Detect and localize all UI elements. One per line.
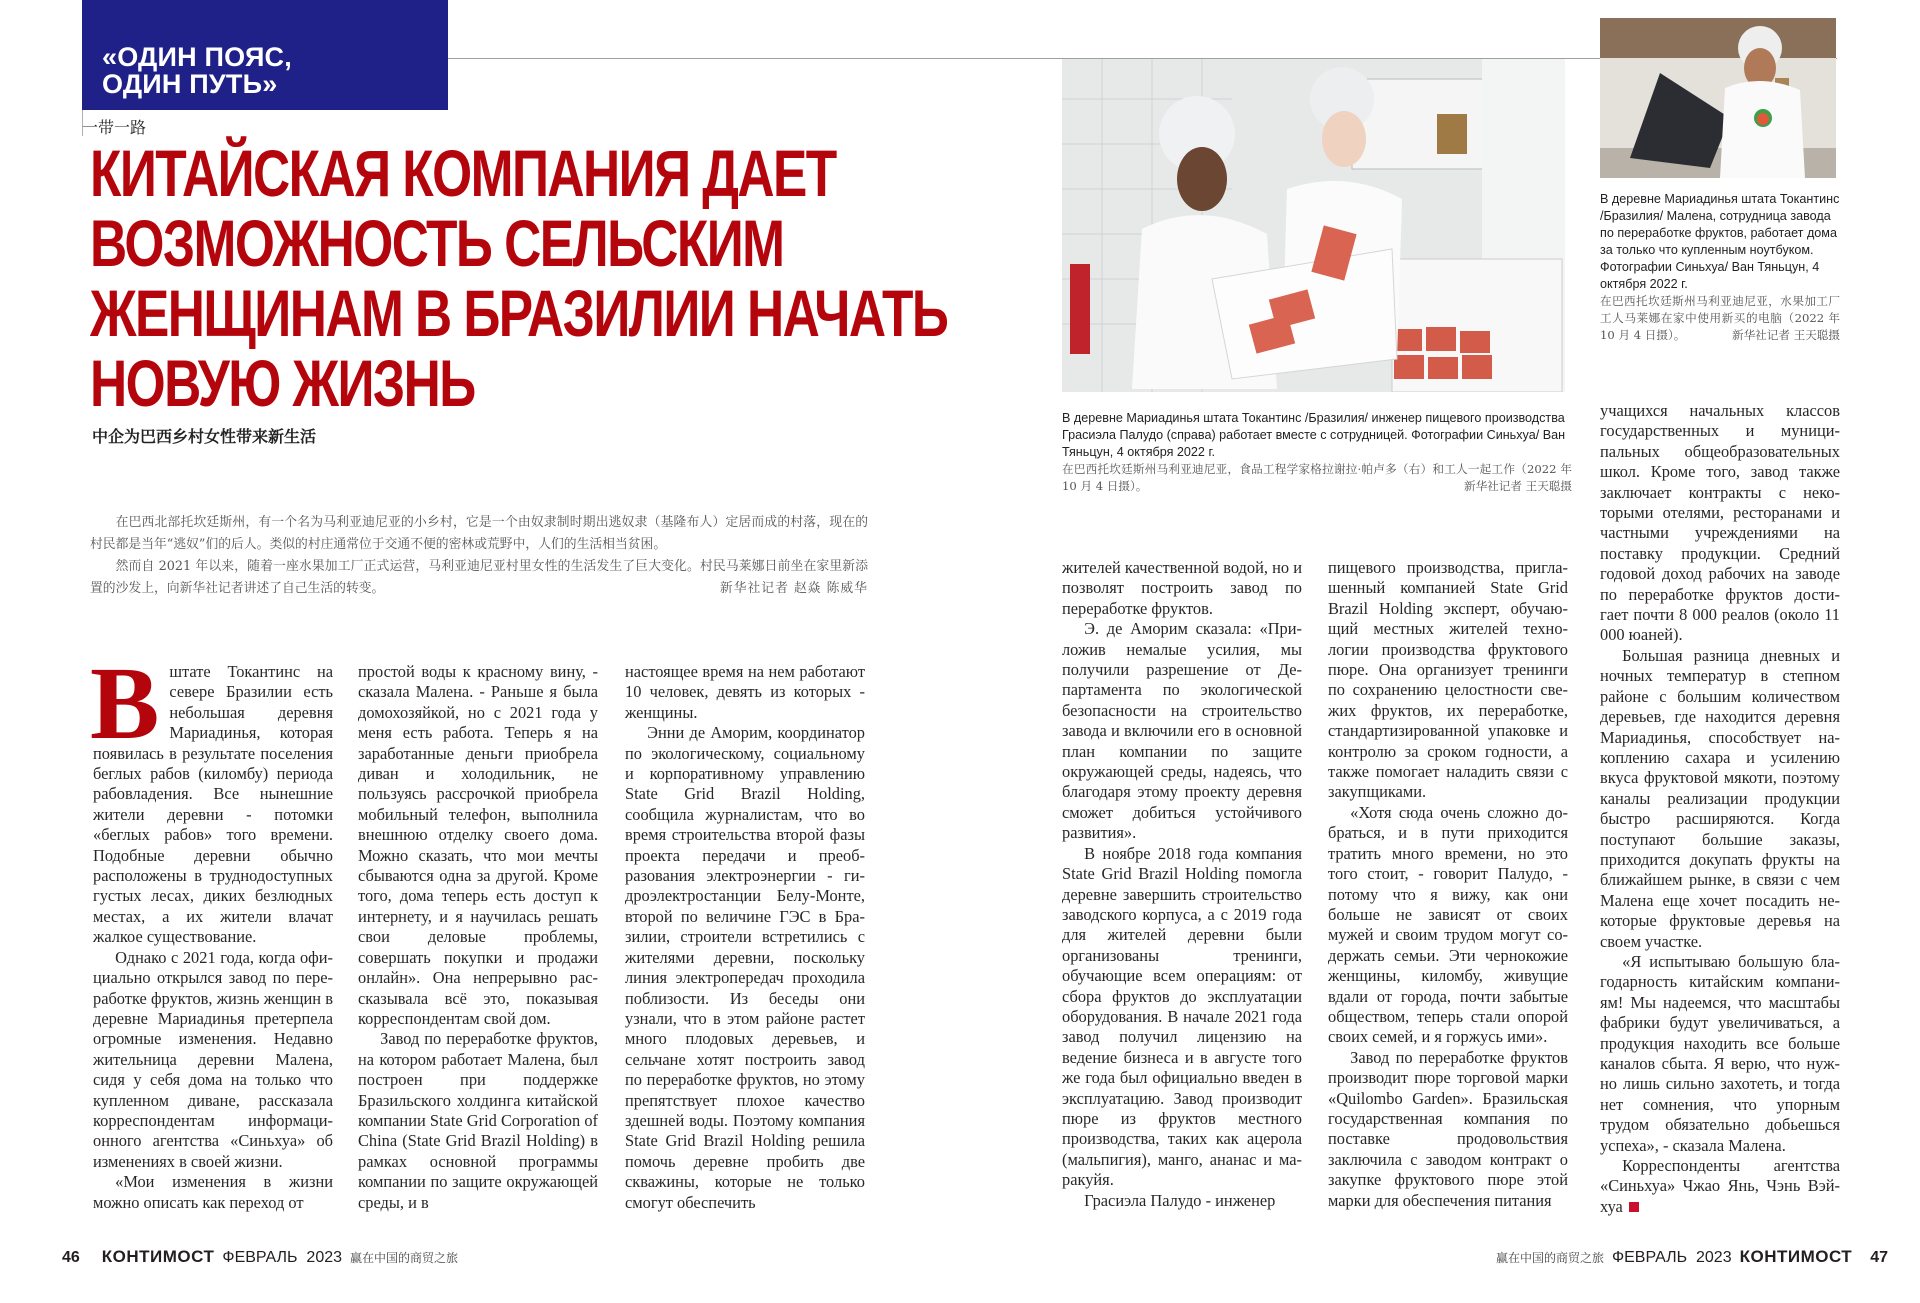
caption-chinese-text: 在巴西托坎廷斯州马利亚迪尼亚，水果加工厂工人马莱娜在家中使用新买的电脑（2022 年 10 月 4 日摄）。 (1600, 294, 1840, 342)
article-paragraph: «Мои изменения в жизни можно описать как переход от (93, 1172, 333, 1212)
article-paragraph: учащихся начальных классов государственных и муниципальных общеобразовательных школ. Кроме того, завод также заключает контракты с некоторыми отелями, ресторанами и частными учреждениями на поставку продукции. Средний годовой доход рабочих на заводе по переработке фруктов достигает почти 8 000 реалов (около 11 000 юаней). (1600, 401, 1840, 645)
article-column (90, 646, 333, 1213)
magazine-name: КОНТИМОСТ (1739, 1247, 1853, 1266)
end-of-article-mark (1629, 1202, 1639, 1212)
photo-small-illustration (1600, 18, 1836, 178)
caption-chinese-text: 在巴西托坎廷斯州马利亚迪尼亚，食品工程学家格拉谢拉·帕卢多（右）和工人一起工作（2022 年 10 月 4 日摄）。 (1062, 462, 1572, 493)
article-paragraph: Энни де Аморим, координатор по экологическому, социальному и корпоративному управлению State Grid Brazil Holding, сообщила журналистам, что во время строительства второй фазы проекта передачи и преобразования электроэнергии - гидроэлектростанции Белу-Монте, второй по величине ГЭС в Бразилии, строители встретились с жителями деревни, поскольку линия электропередач проходила поблизости. Из беседы они узнали, что в этом районе растет много плодовых деревьев, и сельчане хотят построить завод по переработке фруктов, но этому препятствует плохое качество здешней воды. Поэтому компания State Grid Brazil Holding решила помочь деревне пробить две скважины, которые не только смогут обеспечить (625, 723, 865, 1212)
headline-line: КИТАЙСКАЯ КОМПАНИЯ ДАЕТ (90, 136, 836, 210)
photo-small (1600, 18, 1836, 178)
paragraph-text: штате Токантинс на севере Бразилии есть небольшая деревня Мариадинья, которая появилась в результате поселения беглых рабов (киломбу) периода рабовладения. Все нынешние жители деревни - потомки «беглых рабов» того времени. Подобные деревни обычно расположены в труднодоступных густых лесах, диких безлюдных местах, а их жители влачат жалкое существование. (93, 662, 333, 947)
article-paragraph: Грасиэла Палудо - инженер (1084, 1190, 1276, 1210)
article-paragraph: «Хотя сюда очень сложно добраться, и в пути приходится тратить много времени, но это того стоит, - говорит Палудо, - потому что я вижу, как они больше не зависят от своих мужей и своим трудом могут содержать семьи. Эти чернокожие женщины, киломбу, живущие вдали от города, почти забытые обществом, теперь стали опорой своих семей, и я горжусь ими». (1328, 802, 1568, 1047)
article-column (625, 662, 865, 1213)
photo-main-illustration (1062, 59, 1565, 392)
article-paragraph: настоящее время на нем работают 10 человек, девять из которых - женщины. (625, 662, 865, 722)
chinese-intro-paragraph: 在巴西北部托坎廷斯州，有一个名为马利亚迪尼亚的小乡村，它是一个由奴隶制时期出逃奴隶（基隆布人）定居而成的村落，现在的村民都是当年“逃奴”们的后人。类似的村庄通常位于交通不便的密林或荒野中，人们的生活相当贫困。 (90, 515, 868, 552)
caption-chinese (1600, 293, 1840, 344)
magazine-name: КОНТИМОСТ (101, 1247, 215, 1266)
article-column (1062, 558, 1302, 1211)
headline-line: ЖЕНЩИНАМ В БРАЗИЛИИ НАЧАТЬ (90, 276, 948, 350)
issue-date: ФЕВРАЛЬ 2023 (1611, 1249, 1732, 1266)
headline-line: НОВУЮ ЖИЗНЬ (90, 346, 475, 420)
article-column (1600, 401, 1840, 1217)
chinese-intro (90, 512, 868, 600)
photo-main-caption (1062, 410, 1572, 495)
photo-small-caption (1600, 191, 1840, 344)
article-column (358, 662, 598, 1213)
footer-right (1496, 1247, 1888, 1267)
photo-credit: 新华社记者 王天聪摄 (1731, 328, 1840, 342)
article-paragraph: простой воды к красному вину, - сказала Малена. - Раньше я была домохозяйкой, но с 2021 года у меня есть работа. Теперь я на заработанные деньги приобрела диван и холодильник, не пользуясь рассрочкой приобрела мобильный телефон, выполнила внешнюю отделку своего дома. Можно сказать, что мои мечты сбываются одна за другой. Кроме того, дома теперь есть доступ к интернету, и я научилась решать свои деловые проблемы, совершать покупки и продажи онлайн». Она непрерывно рассказывала всё это, показывая корреспондентам свой дом. (358, 662, 598, 1028)
caption-text: В деревне Мариадинья штата Токантинс /Бразилия/ Малена, сотрудница завода по переработке фруктов, работает дома за только что купленным ноутбуком. Фотографии Синьхуа/ Ван Тяньцун, 4 октября 2022 г. (1600, 192, 1840, 291)
headline (90, 136, 948, 420)
rubric-label (102, 44, 292, 98)
article-paragraph: «Я испытываю большую благодарность китайским компаниям! Мы надеемся, что масштабы фабрики будут увеличиваться, а продукция находить все больше каналов сбыта. Я верю, что нужно лишь сильно захотеть, и тогда нет сомнения, что упорным трудом обязательно добьешься успеха», - сказала Малена. (1600, 951, 1840, 1155)
photo-main (1062, 59, 1565, 392)
rubric-chinese: 一带一路 (82, 118, 147, 137)
paragraph-text: Корреспонденты агентства «Синьхуа» Чжао Янь, Чэнь Вэйхуа (1600, 1156, 1840, 1216)
caption-chinese (1062, 461, 1572, 495)
page-number: 46 (62, 1249, 80, 1266)
headline-line: ВОЗМОЖНОСТЬ СЕЛЬСКИМ (90, 206, 784, 280)
rubric-label-line: ОДИН ПУТЬ» (102, 69, 278, 99)
chinese-byline: 新华社记者 赵焱 陈威华 (719, 581, 868, 596)
article-paragraph: Завод по переработке фруктов производит пюре торговой марки «Quilombo Garden». Бразильская государственная компания по поставке продовольствия заключила с заводом контракт о закупке фруктового пюре этой марки для обеспечения питания (1328, 1047, 1568, 1210)
chinese-intro-paragraph (90, 556, 868, 600)
article-paragraph (1600, 1156, 1840, 1217)
footer-left (62, 1247, 458, 1267)
footer-chinese: 赢在中国的商贸之旅 (350, 1251, 459, 1265)
article-paragraph: Однако с 2021 года, когда официально открылся завод по переработке фруктов, жизнь женщин в деревне Мариадинья претерпела огромные изменения. Недавно жительница деревни Малена, сидя у себя дома на только что купленном диване, рассказала корреспондентам информационного агентства «Синьхуа» об изменениях в своей жизни. (93, 947, 333, 1171)
article-paragraph (90, 646, 333, 948)
chinese-intro-text: 然而自 2021 年以来，随着一座水果加工厂正式运营，马利亚迪尼亚村里女性的生活发生了巨大变化。村民马莱娜日前坐在家里新添置的沙发上，向新华社记者讲述了自己生活的转变。 (90, 559, 868, 596)
rubric-banner (82, 0, 448, 110)
article-paragraph: Большая разница дневных и ночных температур в степном районе с большим количеством деревьев, где находится деревня Мариадинья, способствует накоплению сахара и усилению вкуса фруктовой мякоти, поэтому каналы реализации продукции быстро расширяются. Когда поступают большие заказы, приходится докупать фрукты на ближайшем рынке, в связи с чем Малена еще хочет посадить некоторые фруктовые деревья на своем участке. (1600, 645, 1840, 951)
article-paragraph: жителей качественной водой, но и позволят построить завод по переработке фруктов. (1062, 558, 1302, 618)
photo-credit: 新华社记者 王天聪摄 (1463, 479, 1572, 493)
issue-date: ФЕВРАЛЬ 2023 (222, 1249, 343, 1266)
article-paragraph: Завод по переработке фруктов, на котором работает Малена, был построен при поддержке Бразильского холдинга китайской компании State Grid Corporation of China (State Grid Brazil Holding) в рамках основной программы компании по защите окружающей среды, и в (358, 1029, 598, 1212)
drop-cap: В (90, 646, 160, 761)
article-column (1328, 558, 1568, 1211)
footer-chinese: 赢在中国的商贸之旅 (1495, 1251, 1604, 1265)
chinese-subtitle: 中企为巴西乡村女性带来新生活 (92, 427, 317, 446)
caption-text: В деревне Мариадинья штата Токантинс /Бразилия/ инженер пищевого производства Грасиэла Палудо (справа) работает вместе с сотрудницей. Фотографии Синьхуа/ Ван Тяньцун, 4 октября 2022 г. (1062, 411, 1566, 459)
article-paragraph: Э. де Аморим сказала: «Приложив немалые усилия, мы получили разрешение от Департамента по экологической безопасности на строительство завода и включили его в основной план компании по защите окружающей среды, надеясь, что благодаря этому проекту деревня сможет добиться устойчивого развития». (1062, 619, 1302, 843)
article-paragraph: В ноябре 2018 года компания State Grid Brazil Holding помогла деревне завершить строительство заводского корпуса, а с 2019 года для жителей деревни были организованы тренинги, обучающие всем операциям: от сбора фруктов до эксплуатации оборудования. В начале 2021 года завод получил лицензию на ведение бизнеса и в августе того же года был официально введен в эксплуатацию. Завод производит пюре из фруктов местного производства, таких как ацерола (мальпигия), манго, ананас и маракуйя. (1062, 843, 1302, 1190)
page-number: 47 (1870, 1249, 1888, 1266)
rubric-label-line: «ОДИН ПОЯС, (102, 42, 292, 72)
article-paragraph: пищевого производства, приглашенный компанией State Grid Brazil Holding эксперт, обучающий местных жителей технологии производства фруктового пюре. Она организует тренинги по сохранению целостности свежих фруктов, их переработке, стандартизированной упаковке и контролю за сроком годности, а также помогает наладить связи с закупщиками. (1328, 558, 1568, 802)
